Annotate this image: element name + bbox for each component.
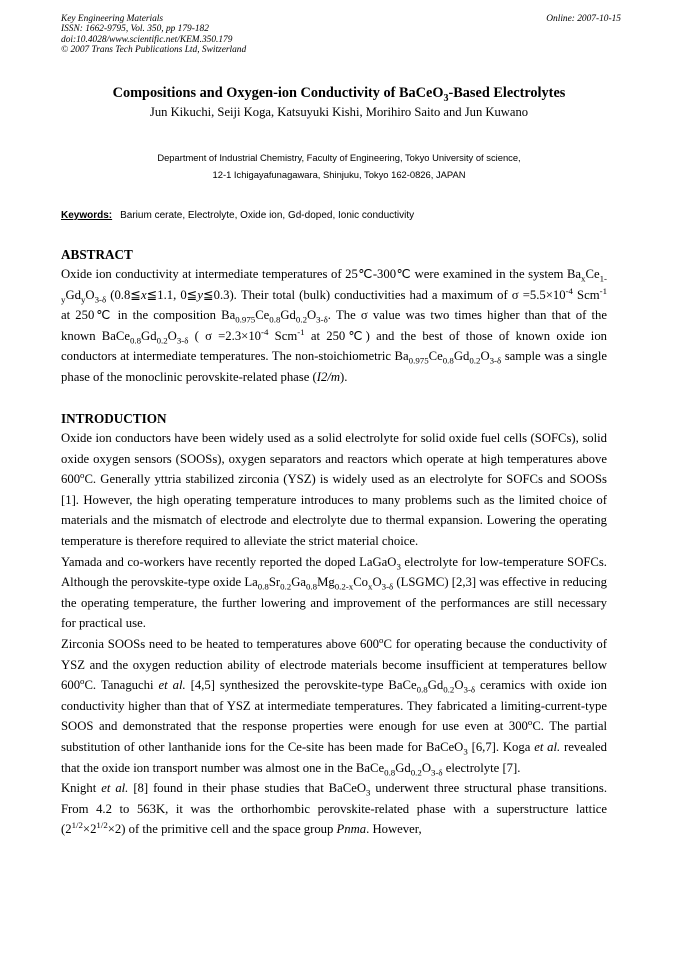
abstract-paragraph: Oxide ion conductivity at intermediate temperatures of 25℃-300℃ were examined in the system $Ba_xCe_{1-y}Gd_yO_{3-\delta}$ (0.8≦x≦1.1, 0≦y≦0.3). Their total (bulk) conductivities had a maximum of $\sigma =5.5\times 10^{-4}$ Scm$^{-1}$ at 250℃ in the composition $Ba_{0.975}Ce_{0.8}Gd_{0.2}O_{3-\delta}$. The σ value was two times higher than that of the known $BaCe_{0.8}Gd_{0.2}O_{3-\delta}$ ( $\sigma =2.3\times 10^{-4}$ Scm$^{-1}$ at 250℃) and the best of those of known oxide ion conductors at intermediate temperatures. The non-stoichiometric $Ba_{0.975}Ce_{0.8}Gd_{0.2}O_{3-\delta}$ sample was a single phase of the monoclinic perovskite-related phase (I2/m). [61,267,608,384]
issn-line: ISSN: 1662-9795, Vol. 350, pp 179-182 [61,24,209,35]
abstract-heading: ABSTRACT [61,247,133,262]
intro-paragraph-1: Oxide ion conductors have been widely used as a solid electrolyte for solid oxide fuel cells (SOFCs), solid oxide oxygen sensors (SOOSs), oxygen separators and reactors which operate at high temperatures above 600$^o$C. Generally yttria stabilized zirconia (YSZ) is widely used as an electrolyte for SOFCs and SOOSs [1]. However, the high operating temperature introduces to many problems such as the limited choice of materials and the mismatch of electrode and electrolyte due to thermal expansion. Lowering the operating temperature is therefore required to alleviate the strict material choice. [61,431,607,548]
affiliation-line-2: 12-1 Ichigayafunagawara, Shinjuku, Tokyo 162-0826, JAPAN [212,169,466,180]
paper-title: Compositions and Oxygen-ion Conductivity of BaCeO$_3$-Based Electrolytes [112,85,566,104]
copyright-line: © 2007 Trans Tech Publications Ltd, Switzerland [61,44,247,55]
author-list: Jun Kikuchi, Seiji Koga, Katsuyuki Kishi, Morihiro Saito and Jun Kuwano [149,105,529,119]
affiliation-line-1: Department of Industrial Chemistry, Faculty of Engineering, Tokyo University of science, [157,152,521,163]
online-date: Online: 2007-10-15 [546,14,621,24]
journal-name: Key Engineering Materials [61,14,164,24]
introduction-heading: INTRODUCTION [61,411,167,426]
intro-paragraph-4: Knight et al. [8] found in their phase studies that BaCeO$_3$ underwent three structural phase transitions. From 4.2 to 563K, it was the orthorhombic perovskite-related phase with a superstructure lattice $(2^{1/2}\times 2^{1/2}\times 2)$ of the primitive cell and the space group Pnma. However, [61,781,607,837]
abstract-body [61,264,607,388]
doi-line: doi:10.4028/www.scientific.net/KEM.350.179 [61,34,233,45]
introduction-body [61,428,607,840]
keywords-text: Barium cerate, Electrolyte, Oxide ion, Gd-doped, Ionic conductivity [120,210,415,221]
keywords-line [61,210,414,221]
intro-paragraph-3: Zirconia SOOSs need to be heated to temperatures above 600$^o$C for operating because the conductivity of YSZ and the oxygen reduction ability of electrode materials become insufficient at temperatures bellow 600$^o$C. Tanaguchi et al. [4,5] synthesized the perovskite-type $BaCe_{0.8}Gd_{0.2}O_{3-\delta}$ ceramics with oxide ion conductivity higher than that of YSZ at intermediate temperatures. They fabricated a limiting-current-type SOOS and demonstrated that the response properties were enough for use even at 300$^o$C. The partial substitution of other lanthanide ions for the Ce-site has been made for BaCeO$_3$ [6,7]. Koga et al. revealed that the oxide ion transport number was almost one in the $BaCe_{0.8}Gd_{0.2}O_{3-\delta}$ electrolyte [7]. [61,634,607,778]
publication-header [61,14,621,55]
intro-paragraph-2: Yamada and co-workers have recently reported the doped LaGaO$_3$ electrolyte for low-temperature SOFCs. Although the perovskite-type oxide $La_{0.8}Sr_{0.2}Ga_{0.8}Mg_{0.2-x}Co_xO_{3-\delta}$ (LSGMC) [2,3] was effective in reducing the operating temperature, the further lowering and improvement of the performances are still necessary for practical use. [61,554,607,631]
keywords-label: Keywords: [61,210,113,221]
